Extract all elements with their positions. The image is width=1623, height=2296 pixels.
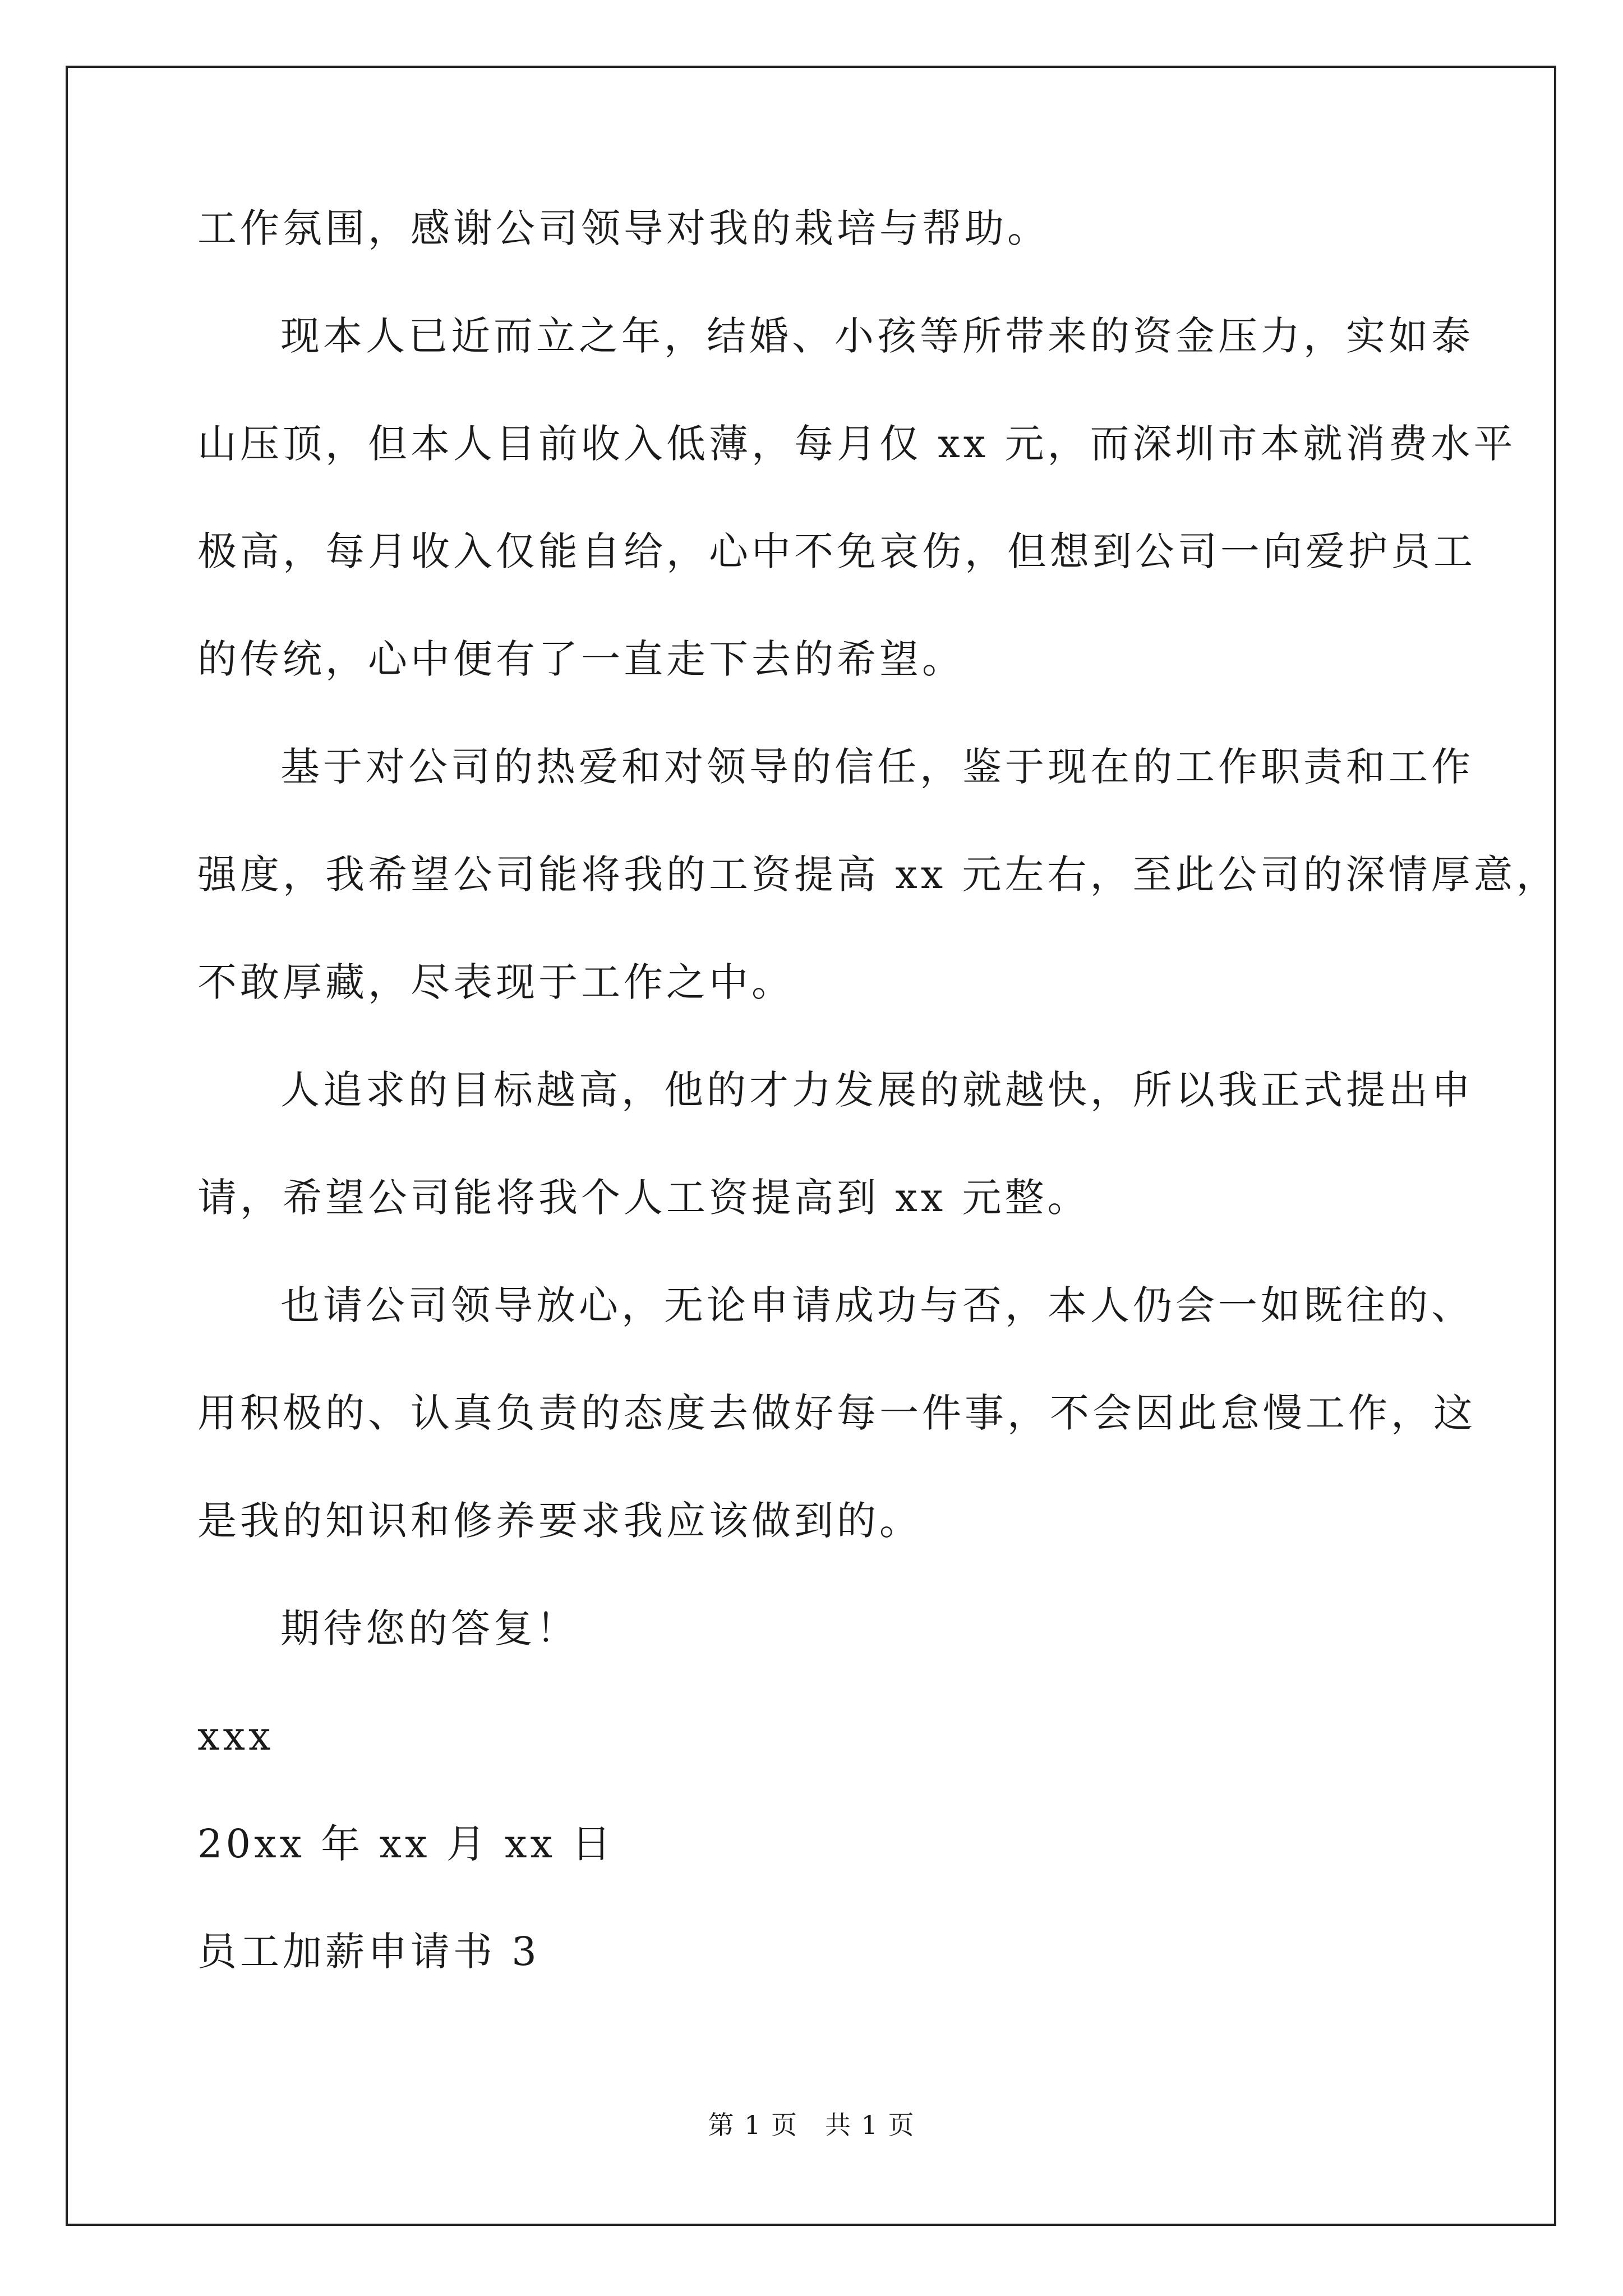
text-line: 工作氛围，感谢公司领导对我的栽培与帮助。	[197, 205, 1050, 251]
text-line: 山压顶，但本人目前收入低薄，每月仅 xx 元，而深圳市本就消费水平	[197, 421, 1516, 467]
page-number-footer: 第 1 页 共 1 页	[708, 2110, 915, 2140]
text-line: 期待您的答复！	[280, 1605, 579, 1651]
text-line: 也请公司领导放心，无论申请成功与否，本人仍会一如既往的、	[280, 1282, 1474, 1328]
text-line: 是我的知识和修养要求我应该做到的。	[197, 1498, 922, 1544]
text-line: 的传统，心中便有了一直走下去的希望。	[197, 636, 965, 682]
text-line: 人追求的目标越高，他的才力发展的就越快，所以我正式提出申	[280, 1067, 1474, 1113]
text-line: 请，希望公司能将我个人工资提高到 xx 元整。	[197, 1175, 1090, 1221]
text-line: 极高，每月收入仅能自给，心中不免哀伤，但想到公司一向爱护员工	[197, 528, 1476, 574]
text-line: 现本人已近而立之年，结婚、小孩等所带来的资金压力，实如泰	[280, 313, 1474, 359]
text-line: 20xx 年 xx 月 xx 日	[197, 1821, 615, 1867]
text-line: 不敢厚藏，尽表现于工作之中。	[197, 959, 794, 1005]
text-line: 强度，我希望公司能将我的工资提高 xx 元左右，至此公司的深情厚意，	[197, 852, 1559, 898]
text-line: 员工加薪申请书 3	[197, 1929, 540, 1975]
text-line: 基于对公司的热爱和对领导的信任，鉴于现在的工作职责和工作	[280, 744, 1474, 790]
document-body	[197, 202, 1559, 2033]
text-line: xxx	[197, 1713, 274, 1759]
text-line: 用积极的、认真负责的态度去做好每一件事，不会因此怠慢工作，这	[197, 1390, 1476, 1436]
